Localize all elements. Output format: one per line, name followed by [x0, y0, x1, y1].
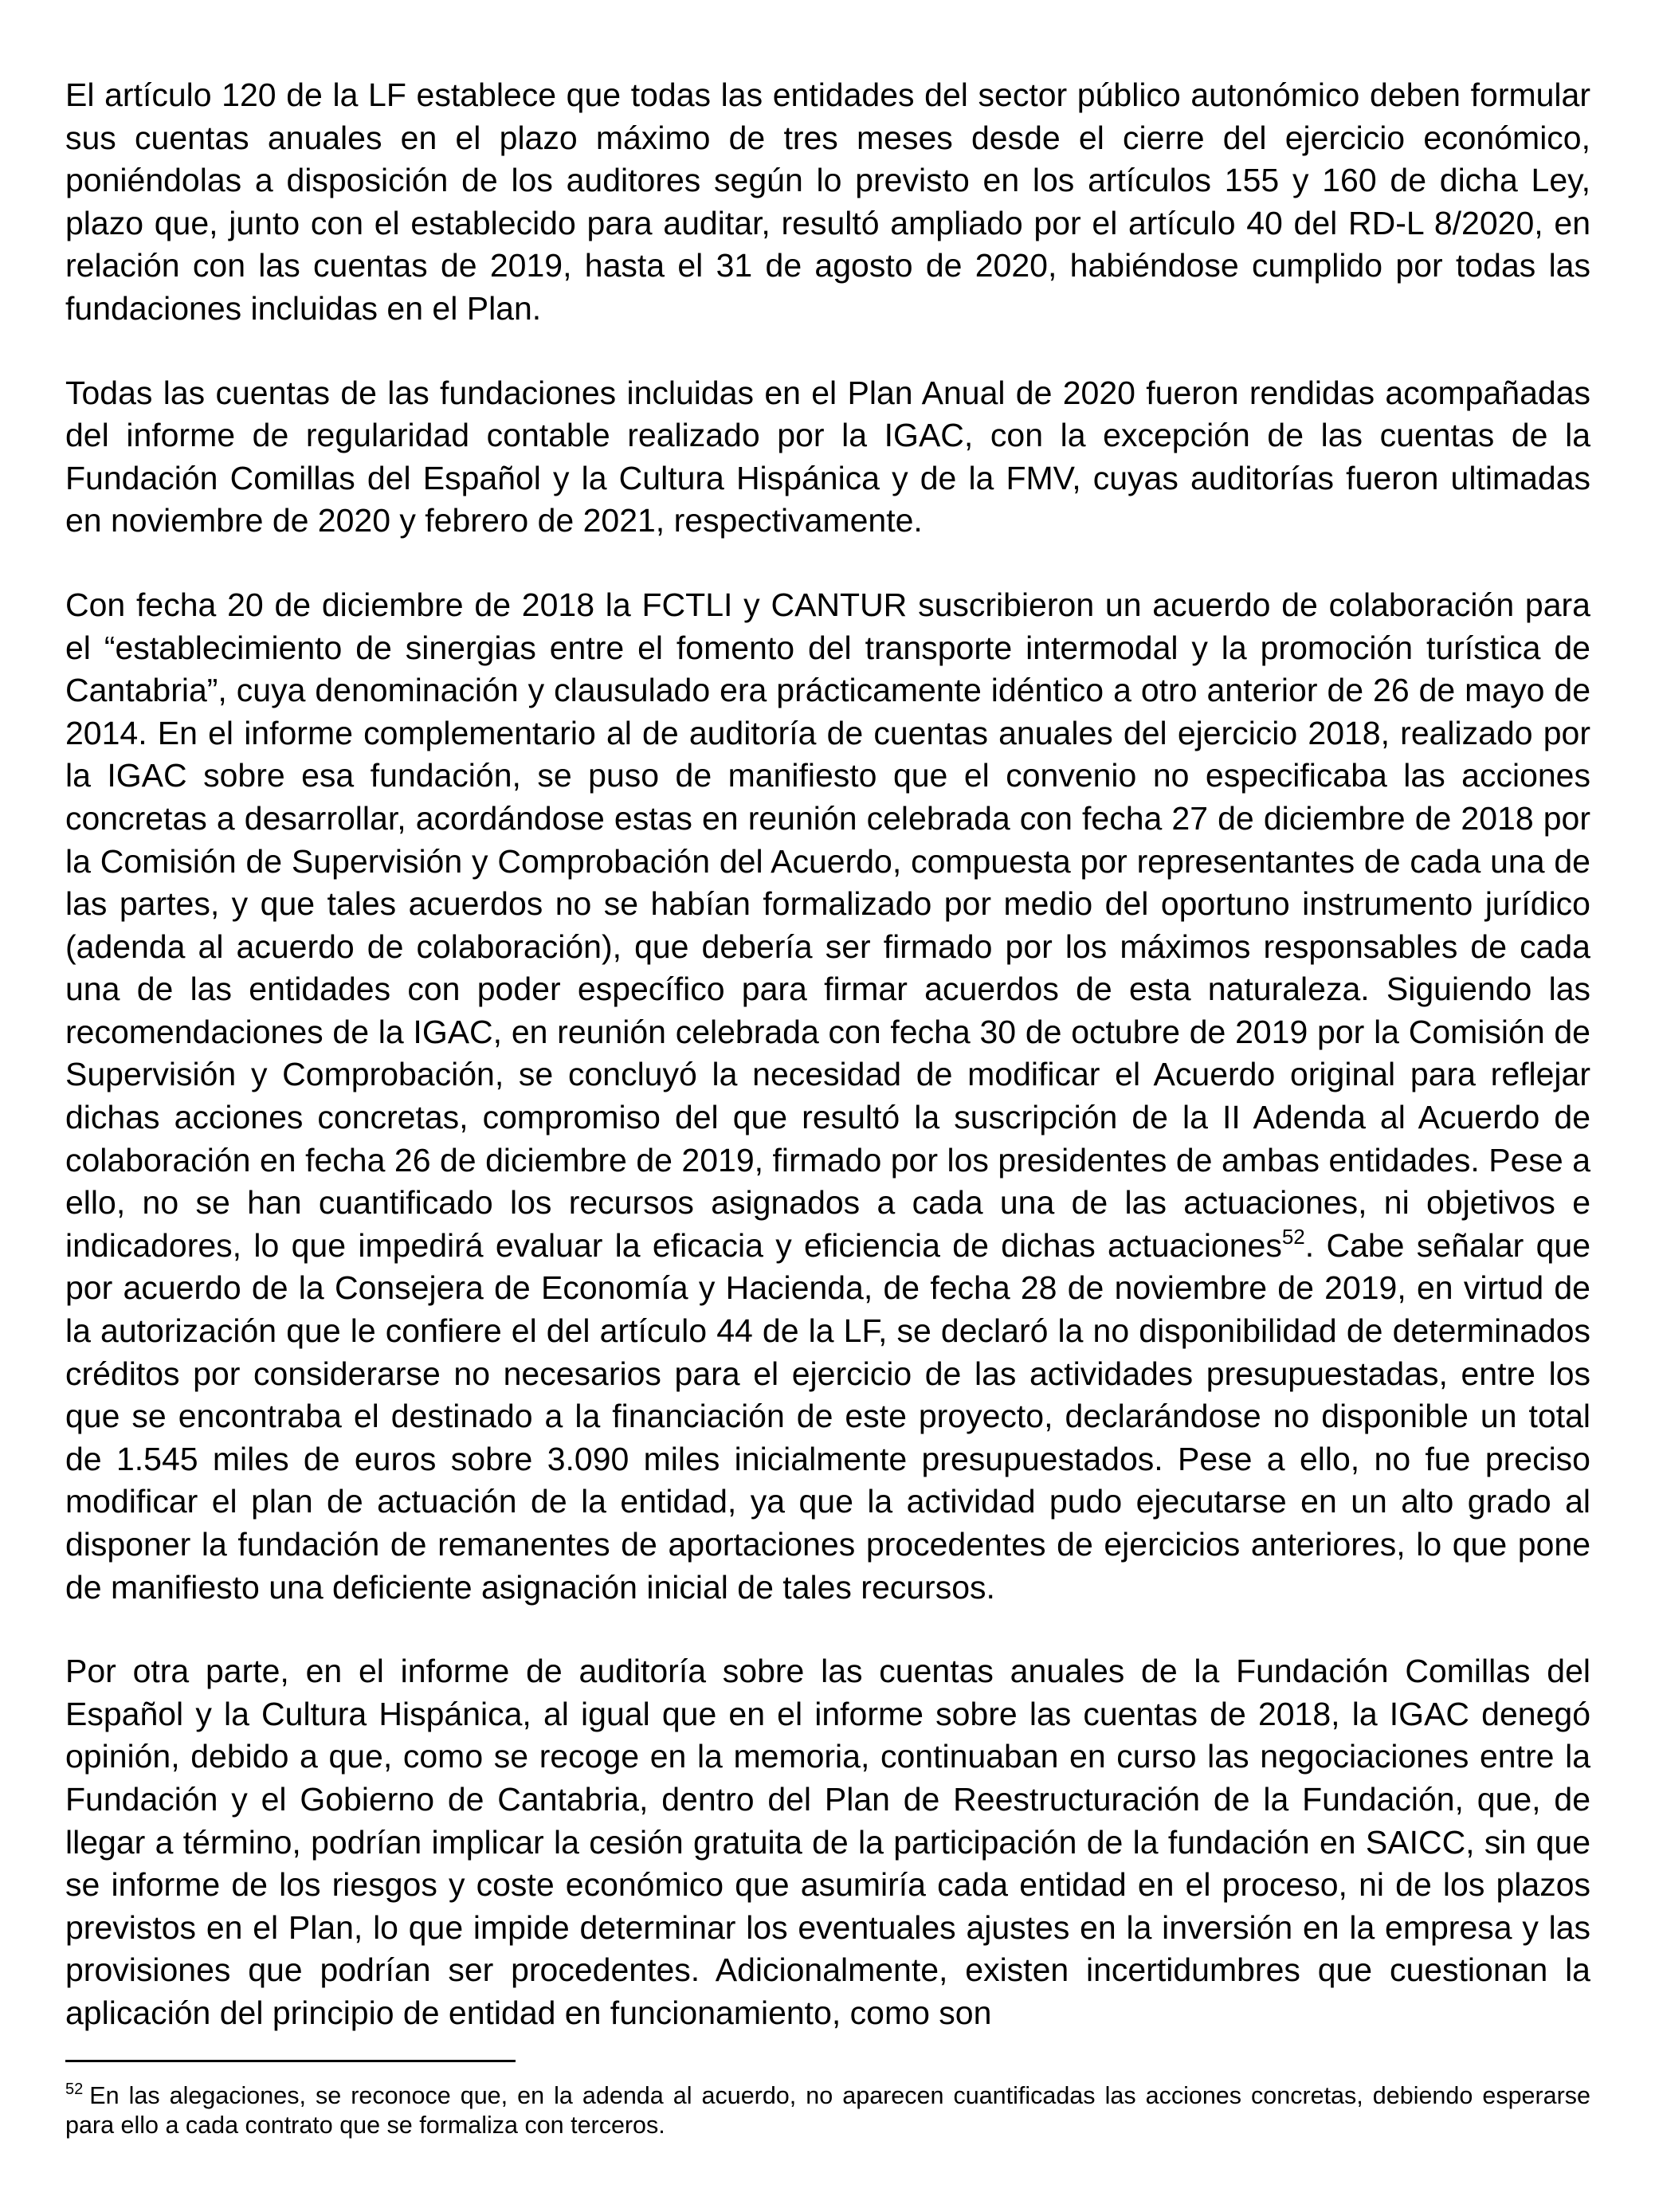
footnote-separator — [65, 2060, 516, 2062]
footnote — [65, 2081, 1590, 2140]
footnote-reference: 52 — [1281, 1224, 1305, 1249]
footnote-text: En las alegaciones, se reconoce que, en la adenda al acuerdo, no aparecen cuantificadas las acciones concretas, debiendo esperarse para ello a cada contrato que se formaliza con terceros. — [65, 2082, 1590, 2139]
paragraph-text-before-footnote: Con fecha 20 de diciembre de 2018 la FCTLI y CANTUR suscribieron un acuerdo de colaboración para el “establecimiento de sinergias entre el fomento del transporte intermodal y la promoción turística de Cantabria”, cuya denominación y clausulado era prácticamente idéntico a otro anterior de 26 de mayo de 2014. En el informe complementario al de auditoría de cuentas anuales del ejercicio 2018, realizado por la IGAC sobre esa fundación, se puso de manifiesto que el convenio no especificaba las acciones concretas a desarrollar, acordándose estas en reunión celebrada con fecha 27 de diciembre de 2018 por la Comisión de Supervisión y Comprobación del Acuerdo, compuesta por representantes de cada una de las partes, y que tales acuerdos no se habían formalizado por medio del oportuno instrumento jurídico (adenda al acuerdo de colaboración), que debería ser firmado por los máximos responsables de cada una de las entidades con poder específico para firmar acuerdos de esta naturaleza. Siguiendo las recomendaciones de la IGAC, en reunión celebrada con fecha 30 de octubre de 2019 por la Comisión de Supervisión y Comprobación, se concluyó la necesidad de modificar el Acuerdo original para reflejar dichas acciones concretas, compromiso del que resultó la suscripción de la II Adenda al Acuerdo de colaboración en fecha 26 de diciembre de 2019, firmado por los presidentes de ambas entidades. Pese a ello, no se han cuantificado los recursos asignados a cada una de las actuaciones, ni objetivos e indicadores, lo que impedirá evaluar la eficacia y eficiencia de dichas actuaciones — [65, 586, 1590, 1264]
footnote-number: 52 — [65, 2081, 84, 2098]
paragraph-acuerdo-fctli-cantur — [65, 584, 1590, 1609]
paragraph-fundacion-comillas: Por otra parte, en el informe de auditoría sobre las cuentas anuales de la Fundación Comillas del Español y la Cultura Hispánica, al igual que en el informe sobre las cuentas de 2018, la IGAC denegó opinión, debido a que, como se recoge en la memoria, continuaban en curso las negociaciones entre la Fundación y el Gobierno de Cantabria, dentro del Plan de Reestructuración de la Fundación, que, de llegar a término, podrían implicar la cesión gratuita de la participación de la fundación en SAICC, sin que se informe de los riesgos y coste económico que asumiría cada entidad en el proceso, ni de los plazos previstos en el Plan, lo que impide determinar los eventuales ajustes en la inversión en la empresa y las provisiones que podrían ser procedentes. Adicionalmente, existen incertidumbres que cuestionan la aplicación del principio de entidad en funcionamiento, como son — [65, 1653, 1590, 2031]
document-body — [65, 74, 1590, 2035]
paragraph-plazo-cuentas: El artículo 120 de la LF establece que todas las entidades del sector público autonómico deben formular sus cuentas anuales en el plazo máximo de tres meses desde el cierre del ejercicio económico, poniéndolas a disposición de los auditores según lo previsto en los artículos 155 y 160 de dicha Ley, plazo que, junto con el establecido para auditar, resultó ampliado por el artículo 40 del RD-L 8/2020, en relación con las cuentas de 2019, hasta el 31 de agosto de 2020, habiéndose cumplido por todas las fundaciones incluidas en el Plan. — [65, 76, 1590, 327]
paragraph-rendicion-cuentas: Todas las cuentas de las fundaciones incluidas en el Plan Anual de 2020 fueron rendidas acompañadas del informe de regularidad contable realizado por la IGAC, con la excepción de las cuentas de la Fundación Comillas del Español y la Cultura Hispánica y de la FMV, cuyas auditorías fueron ultimadas en noviembre de 2020 y febrero de 2021, respectivamente. — [65, 374, 1590, 539]
paragraph-text-after-footnote: . Cabe señalar que por acuerdo de la Consejera de Economía y Hacienda, de fecha 28 de noviembre de 2019, en virtud de la autorización que le confiere el del artículo 44 de la LF, se declaró la no disponibilidad de determinados créditos por considerarse no necesarios para el ejercicio de las actividades presupuestadas, entre los que se encontraba el destinado a la financiación de este proyecto, declarándose no disponible un total de 1.545 miles de euros sobre 3.090 miles inicialmente presupuestados. Pese a ello, no fue preciso modificar el plan de actuación de la entidad, ya que la actividad pudo ejecutarse en un alto grado al disponer la fundación de remanentes de aportaciones procedentes de ejercicios anteriores, lo que pone de manifiesto una deficiente asignación inicial de tales recursos. — [65, 1226, 1590, 1606]
